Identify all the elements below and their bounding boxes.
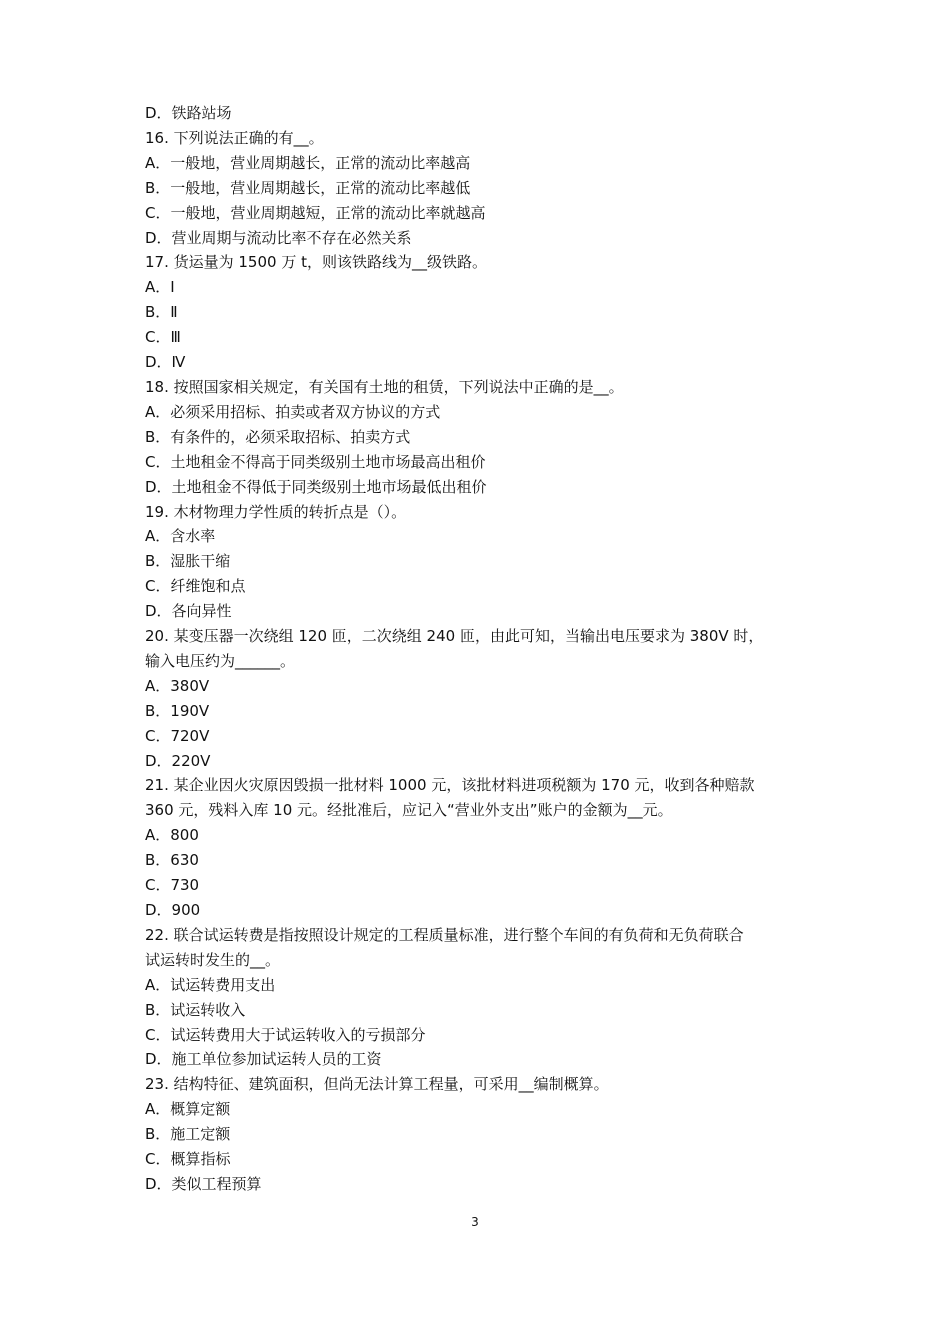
answer-option: D．Ⅳ (145, 353, 186, 372)
question-stem: 17. 货运量为 1500 万 t，则该铁路线为__级铁路。 (145, 253, 487, 272)
answer-option: B．190V (145, 701, 210, 720)
answer-option: C．Ⅲ (145, 328, 181, 347)
answer-option: A．一般地，营业周期越长，正常的流动比率越高 (145, 153, 471, 172)
question-stem: 20. 某变压器一次绕组 120 匝，二次绕组 240 匝，由此可知，当输出电压要求为 380V 时， (145, 627, 764, 646)
question-stem: 16. 下列说法正确的有__。 (145, 128, 324, 147)
answer-option: A．800 (145, 826, 199, 845)
question-stem: 23. 结构特征、建筑面积，但尚无法计算工程量，可采用__编制概算。 (145, 1075, 609, 1094)
question-continuation: 360 元，残料入库 10 元。经批准后，应记入“营业外支出”账户的金额为__元。 (145, 801, 673, 820)
answer-option: D．220V (145, 751, 211, 770)
answer-option: B．有条件的，必须采取招标、拍卖方式 (145, 427, 411, 446)
answer-option: D．900 (145, 901, 201, 919)
question-stem: 19. 木材物理力学性质的转折点是（）。 (145, 502, 407, 521)
answer-option: A．概算定额 (145, 1100, 231, 1119)
question-list (145, 101, 815, 1197)
answer-option: B．施工定额 (145, 1125, 231, 1144)
page-number: 3 (471, 1215, 479, 1229)
answer-option: D．施工单位参加试运转人员的工资 (145, 1050, 382, 1069)
answer-option: C．一般地，营业周期越短，正常的流动比率就越高 (145, 203, 486, 222)
answer-option: D．类似工程预算 (145, 1174, 262, 1193)
answer-option: A．必须采用招标、拍卖或者双方协议的方式 (145, 402, 441, 421)
answer-option: C．土地租金不得高于同类级别土地市场最高出租价 (145, 452, 486, 471)
question-stem: 18. 按照国家相关规定，有关国有土地的租赁，下列说法中正确的是__。 (145, 377, 624, 396)
answer-option: C．纤维饱和点 (145, 577, 246, 596)
answer-option: C．试运转费用大于试运转收入的亏损部分 (145, 1025, 426, 1044)
question-stem: 22. 联合试运转费是指按照设计规定的工程质量标准，进行整个车间的有负荷和无负荷联合 (145, 925, 744, 944)
answer-option: A．含水率 (145, 527, 216, 546)
answer-option: D．土地租金不得低于同类级别土地市场最低出租价 (145, 477, 487, 496)
question-stem: 21. 某企业因火灾原因毁损一批材料 1000 元，该批材料进项税额为 170 元，收到各种赔款 (145, 776, 755, 795)
answer-option: C．概算指标 (145, 1150, 231, 1169)
answer-option: D．营业周期与流动比率不存在必然关系 (145, 228, 412, 247)
answer-option: B．Ⅱ (145, 303, 178, 322)
answer-option: D．各向异性 (145, 602, 232, 621)
answer-option: D．铁路站场 (145, 104, 232, 122)
answer-option: C．720V (145, 726, 210, 745)
answer-option: C．730 (145, 876, 200, 895)
answer-option: A．380V (145, 676, 210, 695)
question-continuation: 输入电压约为______。 (145, 651, 296, 670)
answer-option: B．630 (145, 851, 199, 870)
question-continuation: 试运转时发生的__。 (145, 950, 281, 969)
answer-option: B．试运转收入 (145, 1000, 246, 1019)
answer-option: A．试运转费用支出 (145, 975, 276, 994)
answer-option: A．Ⅰ (145, 278, 175, 297)
answer-option: B．一般地，营业周期越长，正常的流动比率越低 (145, 178, 471, 197)
answer-option: B．湿胀干缩 (145, 552, 231, 571)
